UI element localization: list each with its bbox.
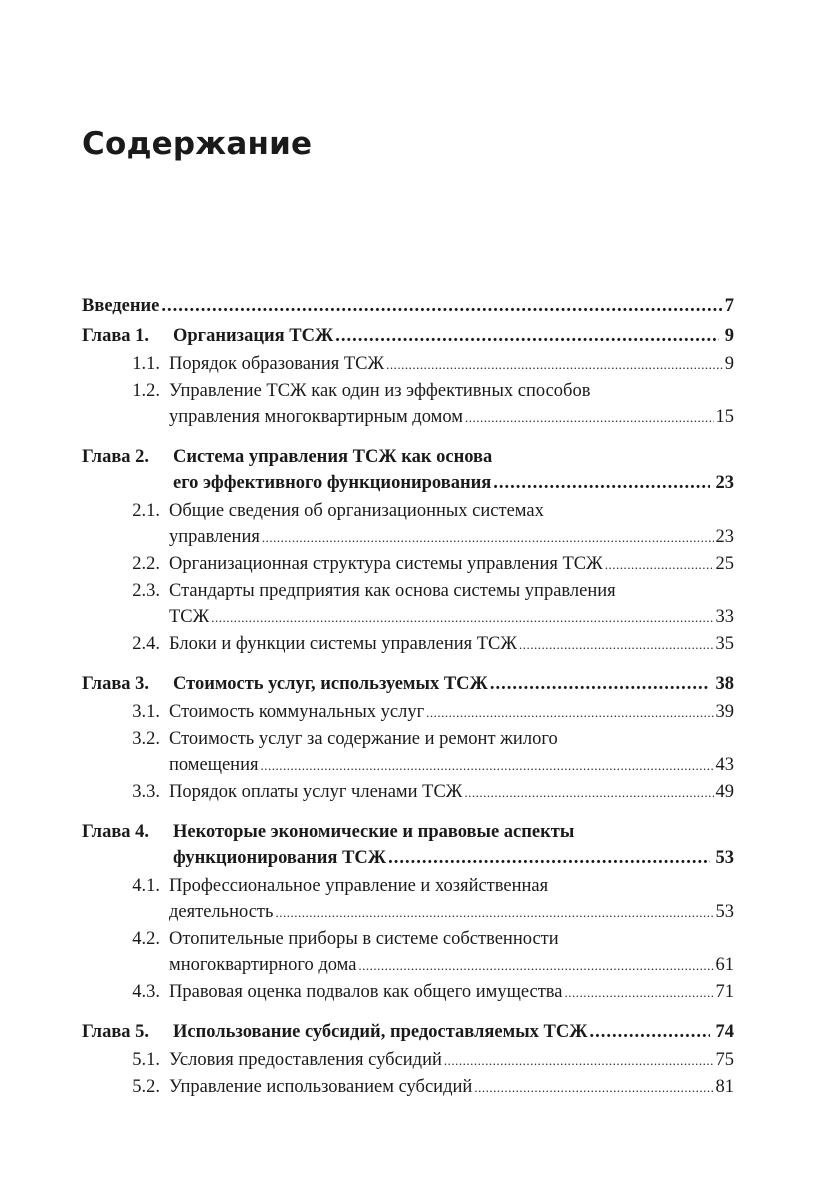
toc-section-entry[interactable] [82, 979, 734, 1006]
toc-chapter-block [82, 444, 734, 658]
toc-section-title: Порядок образования ТСЖ [169, 354, 385, 374]
toc-chapter-block [82, 819, 734, 1006]
toc-section-number: 4.2. [132, 929, 160, 949]
toc-section-title: Условия предоставления субсидий [169, 1050, 442, 1070]
toc-section-title: Управление ТСЖ как один из эффективных способов [169, 381, 591, 401]
toc-chapter-number: Глава 5. [82, 1022, 150, 1042]
toc-chapter-number: Глава 1. [82, 326, 150, 346]
toc-section-title: Стоимость коммунальных услуг [169, 702, 425, 722]
page-title: Содержание [82, 126, 313, 162]
toc-section-number: 3.3. [132, 782, 160, 802]
toc-section-entry[interactable] [82, 1047, 734, 1074]
toc-section-entry[interactable] [82, 873, 734, 926]
toc-section-entry[interactable] [82, 699, 734, 726]
toc-section-entry[interactable] [82, 378, 734, 431]
toc-section-title: Стандарты предприятия как основа системы управления [169, 581, 616, 601]
toc-section-number: 2.2. [132, 554, 160, 574]
toc-section-title: Общие сведения об организационных системах [169, 501, 544, 521]
toc-section-entry[interactable] [82, 578, 734, 631]
toc-chapter-entry[interactable] [82, 1019, 734, 1045]
toc-chapter-entry[interactable] [82, 819, 734, 871]
toc-section-title: управления [169, 527, 260, 547]
leader-dots [386, 352, 723, 378]
toc-page-number: 53 [715, 902, 734, 922]
toc-page-number: 33 [715, 607, 734, 627]
toc-page-number: 43 [715, 755, 734, 775]
toc-page-number: 81 [715, 1077, 734, 1097]
toc-page-number: 75 [715, 1050, 734, 1070]
toc-chapter-number: Глава 3. [82, 674, 150, 694]
toc-section-number: 5.2. [132, 1077, 160, 1097]
table-of-contents [82, 293, 734, 1114]
toc-page-number: 9 [724, 354, 734, 374]
leader-dots [211, 605, 713, 631]
toc-chapter-title: Некоторые экономические и правовые аспекты [173, 822, 575, 842]
toc-chapter-title: функционирования ТСЖ [173, 848, 387, 868]
toc-section-entry[interactable] [82, 926, 734, 979]
toc-section-number: 1.1. [132, 354, 160, 374]
toc-page-number: 9 [724, 326, 734, 346]
leader-dots [490, 671, 710, 697]
toc-chapter-block [82, 1019, 734, 1101]
toc-section-title: деятельность [169, 902, 274, 922]
toc-section-number: 1.2. [132, 381, 160, 401]
toc-section-number: 4.3. [132, 982, 160, 1002]
toc-section-number: 5.1. [132, 1050, 160, 1070]
toc-page-number: 35 [715, 634, 734, 654]
toc-section-title: многоквартирного дома [169, 955, 357, 975]
toc-section-entry[interactable] [82, 351, 734, 378]
toc-chapter-title: Система управления ТСЖ как основа [173, 447, 493, 467]
leader-dots [474, 1075, 713, 1101]
toc-chapter-title: Стоимость услуг, используемых ТСЖ [173, 674, 488, 694]
toc-chapter-title: Организация ТСЖ [173, 326, 334, 346]
leader-dots [335, 323, 718, 349]
toc-section-title: Управление использованием субсидий [169, 1077, 473, 1097]
leader-dots [444, 1048, 714, 1074]
leader-dots [605, 552, 714, 578]
toc-chapter-block [82, 323, 734, 431]
toc-section-entry[interactable] [82, 498, 734, 551]
toc-page-number: 7 [724, 296, 734, 316]
toc-section-number: 2.4. [132, 634, 160, 654]
toc-section-title: Блоки и функции системы управления ТСЖ [169, 634, 517, 654]
leader-dots [260, 753, 713, 779]
toc-section-number: 2.1. [132, 501, 160, 521]
toc-page-number: 25 [715, 554, 734, 574]
toc-section-title: Отопительные приборы в системе собственности [169, 929, 559, 949]
leader-dots [262, 525, 714, 551]
leader-dots [464, 780, 713, 806]
toc-chapter-entry[interactable] [82, 323, 734, 349]
leader-dots [388, 845, 709, 871]
toc-section-entry[interactable] [82, 726, 734, 779]
toc-section-entry[interactable] [82, 631, 734, 658]
toc-chapter-entry[interactable] [82, 444, 734, 496]
toc-chapter-number: Глава 2. [82, 447, 150, 467]
toc-page-number: 49 [715, 782, 734, 802]
toc-page-number: 38 [715, 674, 734, 694]
leader-dots [519, 632, 714, 658]
toc-section-title: Правовая оценка подвалов как общего имущества [169, 982, 563, 1002]
toc-section-entry[interactable] [82, 551, 734, 578]
toc-section-title: ТСЖ [169, 607, 210, 627]
leader-dots [426, 700, 713, 726]
toc-page-number: 23 [715, 527, 734, 547]
toc-section-entry[interactable] [82, 1074, 734, 1101]
leader-dots [565, 980, 714, 1006]
leader-dots [493, 470, 709, 496]
toc-chapter-number: Глава 4. [82, 822, 150, 842]
toc-section-number: 2.3. [132, 581, 160, 601]
toc-page-number: 53 [715, 848, 734, 868]
toc-section-entry[interactable] [82, 779, 734, 806]
toc-section-title: Порядок оплаты услуг членами ТСЖ [169, 782, 463, 802]
toc-section-title: Организационная структура системы управления ТСЖ [169, 554, 603, 574]
toc-section-number: 4.1. [132, 876, 160, 896]
leader-dots [358, 953, 713, 979]
toc-intro-label: Введение [82, 296, 160, 316]
toc-intro[interactable] [82, 293, 734, 319]
leader-dots [161, 293, 722, 319]
toc-page-number: 61 [715, 955, 734, 975]
toc-section-title: помещения [169, 755, 259, 775]
leader-dots [465, 405, 714, 431]
toc-page-number: 71 [715, 982, 734, 1002]
toc-section-title: управления многоквартирным домом [169, 407, 463, 427]
toc-page-number: 39 [715, 702, 734, 722]
toc-section-number: 3.1. [132, 702, 160, 722]
leader-dots [590, 1019, 710, 1045]
toc-chapter-entry[interactable] [82, 671, 734, 697]
toc-section-number: 3.2. [132, 729, 160, 749]
toc-section-title: Профессиональное управление и хозяйственная [169, 876, 549, 896]
leader-dots [275, 900, 713, 926]
toc-page-number: 23 [715, 473, 734, 493]
toc-section-title: Стоимость услуг за содержание и ремонт жилого [169, 729, 558, 749]
toc-page-number: 15 [715, 407, 734, 427]
toc-chapter-title: его эффективного функционирования [173, 473, 492, 493]
toc-page-number: 74 [715, 1022, 734, 1042]
toc-chapter-block [82, 671, 734, 806]
toc-chapter-title: Использование субсидий, предоставляемых ТСЖ [173, 1022, 588, 1042]
